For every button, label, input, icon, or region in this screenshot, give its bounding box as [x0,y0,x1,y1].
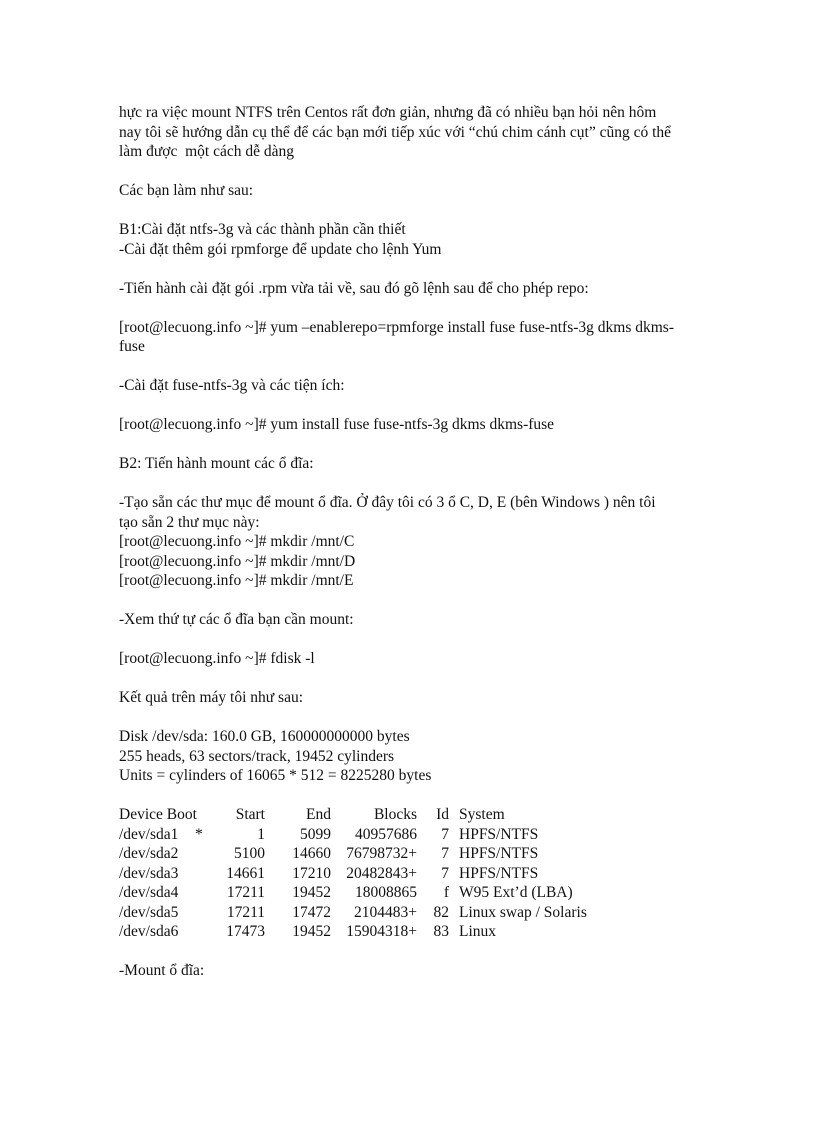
partition-row [119,844,719,864]
step1-sub: -Cài đặt thêm gói rpmforge để update cho lệnh Yum [119,240,442,258]
cell-blocks: 15904318+ [346,923,417,940]
cell-start: 14661 [226,864,265,882]
partition-row [119,883,719,903]
partition-table [119,805,719,942]
cell-end: 19452 [292,923,331,940]
cell-id: 7 [441,864,449,882]
command-line: [root@lecuong.info ~]# mkdir /mnt/E [119,572,354,589]
cell-system: Linux [459,923,497,940]
command-line: fuse [119,338,145,355]
cell-id: 83 [433,923,449,940]
cell-blocks: 76798732+ [346,845,417,862]
cell-system: W95 Ext’d (LBA) [459,884,573,901]
cell-device: /dev/sda2 [119,845,179,862]
cell-system: HPFS/NTFS [459,825,539,843]
header-device-boot: Device Boot [119,806,197,823]
step1-install-rpm: -Tiến hành cài đặt gói .rpm vừa tải về, sau đó gõ lệnh sau để cho phép repo: [119,279,589,297]
command-line: [root@lecuong.info ~]# mkdir /mnt/D [119,552,356,570]
header-system: System [459,806,505,823]
partition-table-header [119,805,719,825]
header-id: Id [436,806,449,823]
how-to-line: Các bạn làm như sau: [119,182,254,199]
disk-info-line: Disk /dev/sda: 160.0 GB, 160000000000 bytes [119,728,410,745]
cell-boot: * [195,825,203,843]
cell-id: f [443,884,449,901]
cell-end: 19452 [292,884,331,901]
cell-device: /dev/sda4 [119,884,179,901]
partition-row [119,825,719,845]
cell-blocks: 20482843+ [346,864,417,882]
command-line: [root@lecuong.info ~]# fdisk -l [119,650,315,667]
disk-info-line: Units = cylinders of 16065 * 512 = 8225280 bytes [119,767,432,784]
cell-end: 17472 [292,903,331,921]
cell-end: 14660 [292,845,331,862]
cell-start: 1 [257,825,265,843]
mount-title: -Mount ổ đĩa: [119,962,205,979]
command-line: [root@lecuong.info ~]# yum –enablerepo=rpmforge install fuse fuse-ntfs-3g dkms dkms- [119,318,674,336]
header-end: End [306,806,331,823]
step2-create-dirs: tạo sẵn 2 thư mục này: [119,513,260,531]
view-order-line: -Xem thứ tự các ổ đĩa bạn cần mount: [119,611,354,628]
intro-line: làm được một cách dễ dàng [119,143,294,160]
cell-start: 17473 [226,923,265,940]
step2-title: B2: Tiến hành mount các ổ đĩa: [119,455,314,472]
step1-title: B1:Cài đặt ntfs-3g và các thành phần cần thiết [119,221,406,238]
intro-line: hực ra việc mount NTFS trên Centos rất đơn giản, nhưng đã có nhiều bạn hỏi nên hôm [119,104,657,121]
cell-id: 82 [433,903,449,921]
cell-device: /dev/sda6 [119,923,179,940]
cell-device: /dev/sda5 [119,903,179,921]
disk-info-line: 255 heads, 63 sectors/track, 19452 cylinders [119,747,395,765]
partition-rows [119,825,719,942]
cell-blocks: 18008865 [355,884,417,901]
cell-end: 17210 [292,864,331,882]
cell-start: 5100 [234,845,265,862]
cell-system: HPFS/NTFS [459,864,539,882]
cell-device: /dev/sda3 [119,864,179,882]
result-intro: Kết quả trên máy tôi như sau: [119,689,304,706]
step1-install-ntfs: -Cài đặt fuse-ntfs-3g và các tiện ích: [119,377,345,394]
header-blocks: Blocks [373,806,417,823]
cell-device: /dev/sda1 [119,825,179,843]
cell-end: 5099 [300,825,331,843]
cell-id: 7 [441,845,449,862]
command-line: [root@lecuong.info ~]# yum install fuse fuse-ntfs-3g dkms dkms-fuse [119,416,555,433]
cell-system: HPFS/NTFS [459,845,539,862]
document-body [119,103,719,981]
intro-line: nay tôi sẽ hướng dẫn cụ thể để các bạn mới tiếp xúc với “chú chim cánh cụt” cũng có thể [119,123,672,141]
cell-start: 17211 [226,884,265,901]
header-start: Start [235,806,265,823]
command-line: [root@lecuong.info ~]# mkdir /mnt/C [119,533,355,550]
cell-id: 7 [441,825,449,843]
cell-blocks: 2104483+ [354,903,417,921]
step2-create-dirs: -Tạo sẵn các thư mục để mount ổ đĩa. Ở đây tôi có 3 ổ C, D, E (bên Windows ) nên tôi [119,494,656,511]
cell-system: Linux swap / Solaris [459,903,587,921]
partition-row [119,922,719,942]
partition-row [119,903,719,923]
partition-row [119,864,719,884]
cell-blocks: 40957686 [355,825,417,843]
cell-start: 17211 [226,903,265,921]
